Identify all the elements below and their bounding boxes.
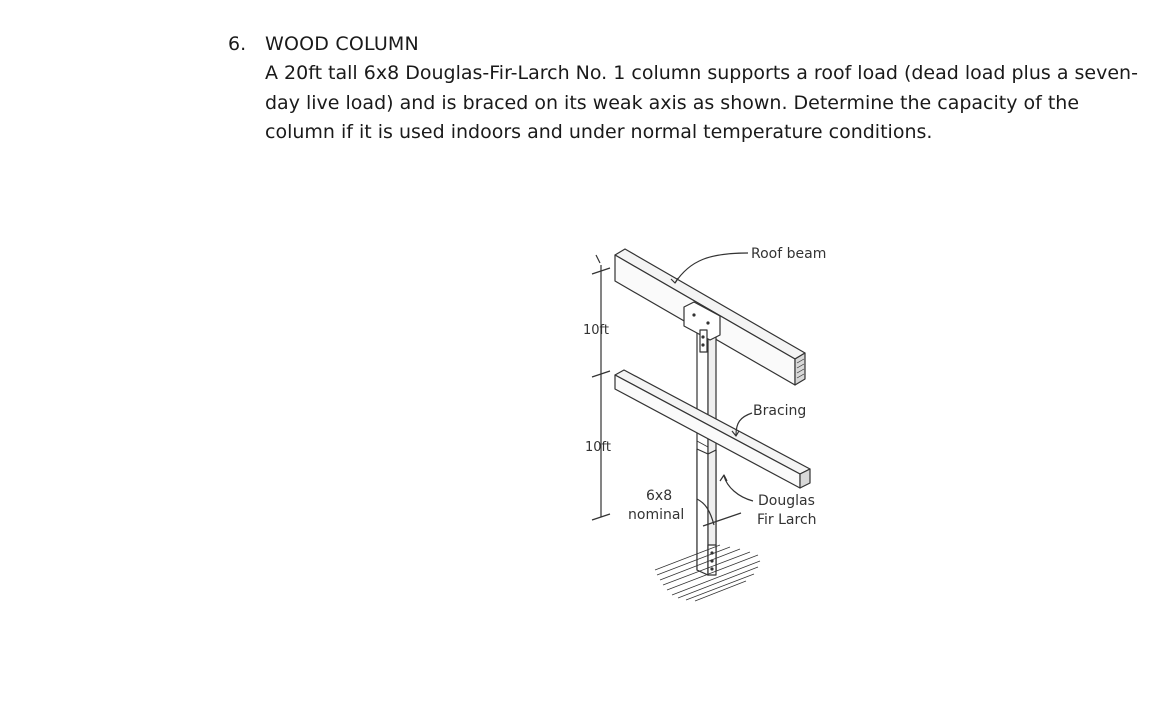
roof-beam-label: Roof beam [751, 246, 827, 262]
roof-beam-leader [675, 253, 748, 283]
problem-title: WOOD COLUMN [265, 33, 419, 55]
lower-height-label: 10ft [585, 440, 611, 455]
species-leader [724, 476, 753, 501]
problem-statement: A 20ft tall 6x8 Douglas-Fir-Larch No. 1 column supports a roof load (dead load plus a seven-day live load) and is braced on its weak axis as shown. Determine the capacity of the column if it is used indoors and under normal temperature conditions. [265, 62, 1138, 143]
size-label-line2: nominal [628, 507, 685, 523]
height-dimension [592, 255, 610, 520]
upper-height-label: 10ft [583, 323, 609, 338]
species-label-line2: Fir Larch [757, 512, 817, 528]
wood-column-drawing [560, 235, 860, 615]
wood-column-figure [560, 235, 860, 615]
bracing-label: Bracing [753, 403, 807, 419]
problem-number: 6. [228, 33, 247, 55]
species-label-line1: Douglas [758, 493, 815, 509]
size-label-line1: 6x8 [646, 488, 673, 504]
